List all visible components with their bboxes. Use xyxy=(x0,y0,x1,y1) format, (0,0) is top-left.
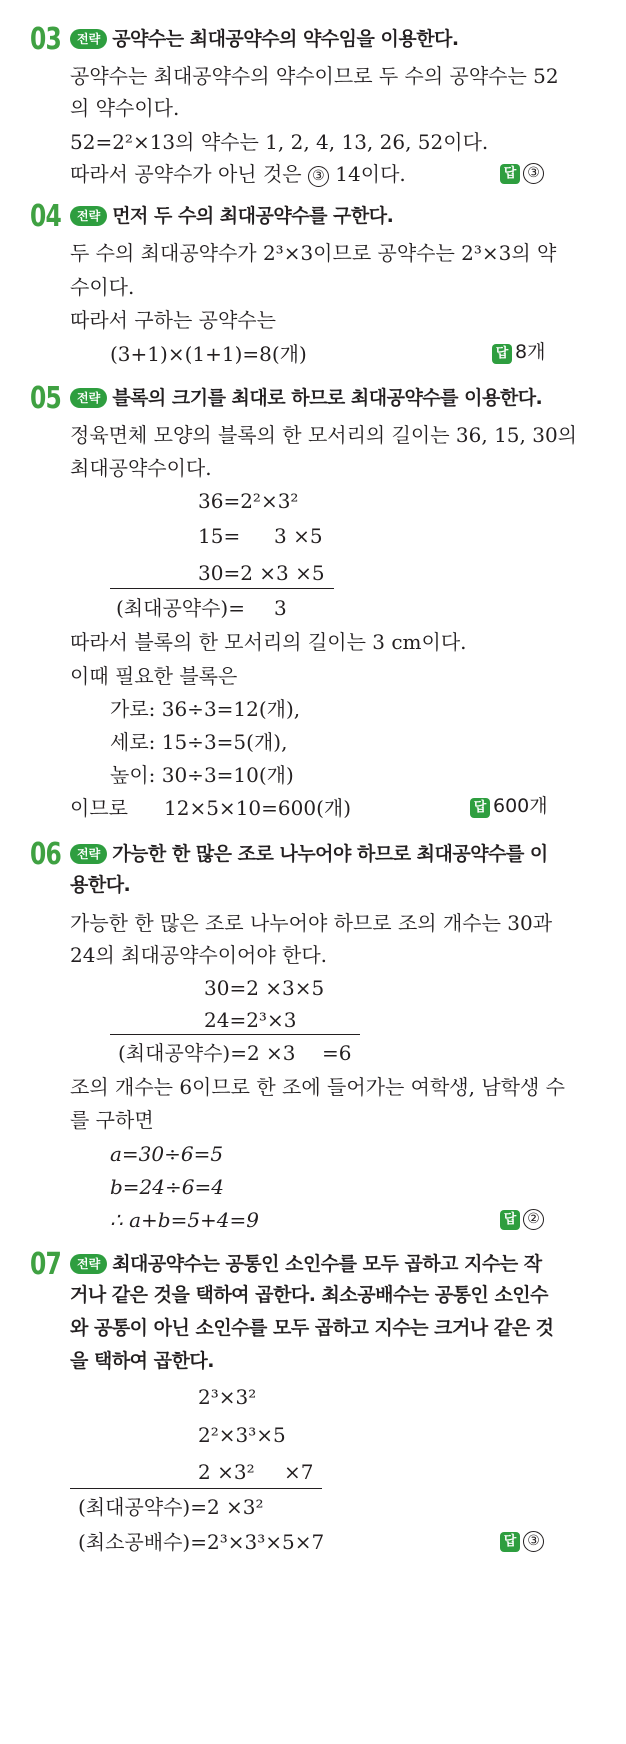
text-line: 따라서 블록의 한 모서리의 길이는 3 cm이다. xyxy=(70,630,467,654)
answer-value: ③ xyxy=(523,163,544,184)
strategy-badge: 전략 xyxy=(70,388,107,408)
factorization-row: ×7 xyxy=(284,1460,314,1484)
answer-value: 8개 xyxy=(515,341,546,363)
factorization-row: 2²×3³×5 xyxy=(198,1423,286,1447)
problem-number-03: 03 xyxy=(30,22,62,57)
formula: a=30÷6=5 xyxy=(110,1142,224,1166)
text-line: 이므로 xyxy=(70,796,128,820)
answer-value: 600개 xyxy=(493,795,548,817)
text-line: 조의 개수는 6이므로 한 조에 들어가는 여학생, 남학생 수 xyxy=(70,1075,565,1099)
strategy-line-06 xyxy=(70,843,548,864)
answer-badge: 답 xyxy=(500,164,520,184)
answer-07 xyxy=(500,1531,544,1552)
gcd-label: (최대공약수)=2 ×3 xyxy=(118,1041,296,1065)
lcm-line: (최소공배수)=2³×3³×5×7 xyxy=(78,1530,325,1554)
answer-value: ② xyxy=(523,1209,544,1230)
text-line: 52=2²×13의 약수는 1, 2, 4, 13, 26, 52이다. xyxy=(70,130,489,154)
answer-04 xyxy=(492,343,545,364)
text-line: 수이다. xyxy=(70,275,135,299)
strategy-text: 가능한 한 많은 조로 나누어야 하므로 최대공약수를 이 xyxy=(112,843,548,865)
strategy-badge: 전략 xyxy=(70,29,107,49)
formula: ∴ a+b=5+4=9 xyxy=(110,1208,260,1232)
gcd-value: 3 xyxy=(274,596,287,620)
strategy-text: 을 택하여 곱한다. xyxy=(70,1350,214,1372)
formula: 12×5×10=600(개) xyxy=(164,796,351,820)
answer-03 xyxy=(500,163,544,184)
strategy-text: 공약수는 최대공약수의 약수임을 이용한다. xyxy=(112,28,459,50)
problem-number-05: 05 xyxy=(30,381,62,416)
factorization-row: 30=2 ×3×5 xyxy=(204,976,325,1000)
gcd-label: (최대공약수)= xyxy=(116,596,245,620)
divider-line xyxy=(110,1034,360,1035)
factorization-row: 3 ×5 xyxy=(274,524,323,548)
formula: (3+1)×(1+1)=8(개) xyxy=(110,342,307,366)
text-line: 24의 최대공약수이어야 한다. xyxy=(70,943,328,967)
strategy-line-05 xyxy=(70,387,542,408)
answer-badge: 답 xyxy=(492,344,512,364)
text-line: 두 수의 최대공약수가 2³×3이므로 공약수는 2³×3의 약 xyxy=(70,241,557,265)
text-line: 가능한 한 많은 조로 나누어야 하므로 조의 개수는 30과 xyxy=(70,911,553,935)
answer-06 xyxy=(500,1209,544,1230)
strategy-badge: 전략 xyxy=(70,844,107,864)
text-line: 를 구하면 xyxy=(70,1108,154,1132)
strategy-text: 와 공통이 아닌 소인수를 모두 곱하고 지수는 크거나 같은 것 xyxy=(70,1317,554,1339)
problem-number-04: 04 xyxy=(30,199,62,234)
problem-number-06: 06 xyxy=(30,837,62,872)
text-segment: 따라서 공약수가 아닌 것은 xyxy=(70,162,308,186)
text-segment: 14이다. xyxy=(328,162,406,186)
answer-badge: 답 xyxy=(470,798,490,818)
text-line: 공약수는 최대공약수의 약수이므로 두 수의 공약수는 52 xyxy=(70,64,559,88)
answer-badge: 답 xyxy=(500,1210,520,1230)
text-line: 의 약수이다. xyxy=(70,96,180,120)
formula: 세로: 15÷3=5(개), xyxy=(110,730,288,754)
problem-number-07: 07 xyxy=(30,1247,62,1282)
factorization-row: 15= xyxy=(198,524,241,548)
text-line: 이때 필요한 블록은 xyxy=(70,664,238,688)
strategy-text: 거나 같은 것을 택하여 곱한다. 최소공배수는 공통인 소인수 xyxy=(70,1284,549,1306)
divider-line xyxy=(110,588,334,589)
text-line: 따라서 구하는 공약수는 xyxy=(70,308,276,332)
text-line: 정육면체 모양의 블록의 한 모서리의 길이는 36, 15, 30의 xyxy=(70,423,578,447)
factorization-row: 36=2²×3² xyxy=(198,489,299,513)
strategy-line-03 xyxy=(70,28,459,49)
strategy-line-04 xyxy=(70,205,393,226)
answer-05 xyxy=(470,797,548,818)
circled-choice: ③ xyxy=(308,166,329,187)
text-line: 최대공약수이다. xyxy=(70,456,212,480)
factorization-row: 24=2³×3 xyxy=(204,1008,297,1032)
strategy-text: 용한다. xyxy=(70,874,131,896)
strategy-line-07 xyxy=(70,1253,542,1274)
strategy-text: 최대공약수는 공통인 소인수를 모두 곱하고 지수는 작 xyxy=(112,1253,542,1275)
gcd-value: =6 xyxy=(322,1041,352,1065)
strategy-text: 블록의 크기를 최대로 하므로 최대공약수를 이용한다. xyxy=(112,387,543,409)
factorization-row: 30=2 ×3 ×5 xyxy=(198,561,325,585)
formula: b=24÷6=4 xyxy=(110,1175,224,1199)
strategy-badge: 전략 xyxy=(70,206,107,226)
strategy-badge: 전략 xyxy=(70,1254,107,1274)
gcd-line: (최대공약수)=2 ×3² xyxy=(78,1495,264,1519)
answer-badge: 답 xyxy=(500,1532,520,1552)
formula: 높이: 30÷3=10(개) xyxy=(110,763,294,787)
factorization-row: 2 ×3² xyxy=(198,1460,255,1484)
strategy-text: 먼저 두 수의 최대공약수를 구한다. xyxy=(112,205,394,227)
answer-value: ③ xyxy=(523,1531,544,1552)
factorization-row: 2³×3² xyxy=(198,1385,257,1409)
divider-line xyxy=(70,1488,322,1489)
text-line xyxy=(70,164,406,187)
formula: 가로: 36÷3=12(개), xyxy=(110,697,301,721)
